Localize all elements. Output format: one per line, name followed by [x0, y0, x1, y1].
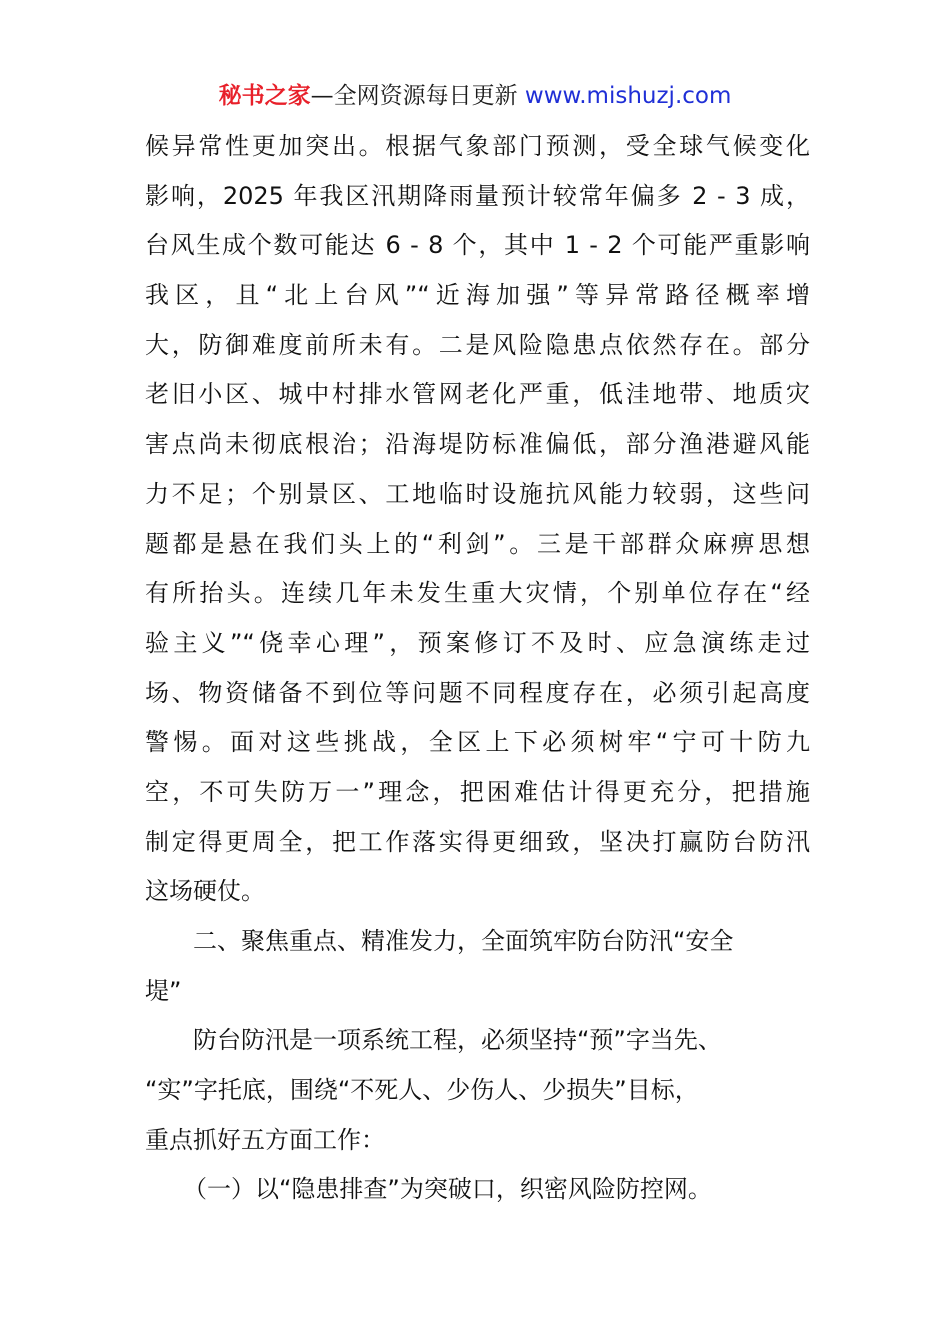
paragraph-line: “实”字托底，围绕“不死人、少伤人、少损失”目标，: [145, 1076, 699, 1105]
text-line: 老旧小区、城中村排水管网老化严重，低洼地带、地质灾: [145, 380, 810, 409]
text-line: 场、物资储备不到位等问题不同程度存在，必须引起高度: [145, 678, 810, 707]
text-line: 我区，且“北上台风”“近海加强”等异常路径概率增: [145, 281, 810, 310]
text-line: 警惕。面对这些挑战，全区上下必须树牢“宁可十防九: [145, 728, 810, 757]
text-line: 这场硬仗。: [145, 877, 265, 906]
text-line: 空，不可失防万一”理念，把困难估计得更充分，把措施: [145, 777, 810, 806]
text-line: 力不足；个别景区、工地临时设施抗风能力较弱，这些问: [145, 479, 810, 508]
paragraph-line: 重点抓好五方面工作：: [145, 1125, 385, 1154]
text-line: 害点尚未彻底根治；沿海堤防标准偏低，部分渔港避风能: [145, 430, 810, 459]
subheading: （一）以“隐患排查”为突破口，织密风险防控网。: [183, 1175, 712, 1204]
text-line: 影响，2025 年我区汛期降雨量预计较常年偏多 2 - 3 成，: [145, 181, 810, 210]
paragraph-line: 防台防汛是一项系统工程，必须坚持“预”字当先、: [193, 1026, 722, 1055]
site-header: [0, 80, 950, 112]
text-line: 验主义”“侥幸心理”，预案修订不及时、应急演练走过: [145, 628, 810, 657]
header-tagline: —全网资源每日更新: [310, 83, 525, 109]
text-line: 候异常性更加突出。根据气象部门预测，受全球气候变化: [145, 132, 810, 160]
document-body: [145, 122, 810, 1215]
site-url[interactable]: www.mishuzj.com: [524, 83, 732, 109]
text-line: 题都是悬在我们头上的“利剑”。三是干部群众麻痹思想: [145, 529, 810, 558]
brand-name: 秘书之家: [218, 83, 311, 109]
text-line: 台风生成个数可能达 6 - 8 个，其中 1 - 2 个可能严重影响: [145, 231, 810, 260]
text-line: 大，防御难度前所未有。二是风险隐患点依然存在。部分: [145, 330, 810, 359]
text-line: 有所抬头。连续几年未发生重大灾情，个别单位存在“经: [145, 579, 810, 608]
section-heading-line: 二、聚焦重点、精准发力，全面筑牢防台防汛“安全: [193, 927, 734, 955]
section-heading-line: 堤”: [145, 976, 182, 1005]
text-line: 制定得更周全，把工作落实得更细致，坚决打赢防台防汛: [145, 827, 810, 856]
